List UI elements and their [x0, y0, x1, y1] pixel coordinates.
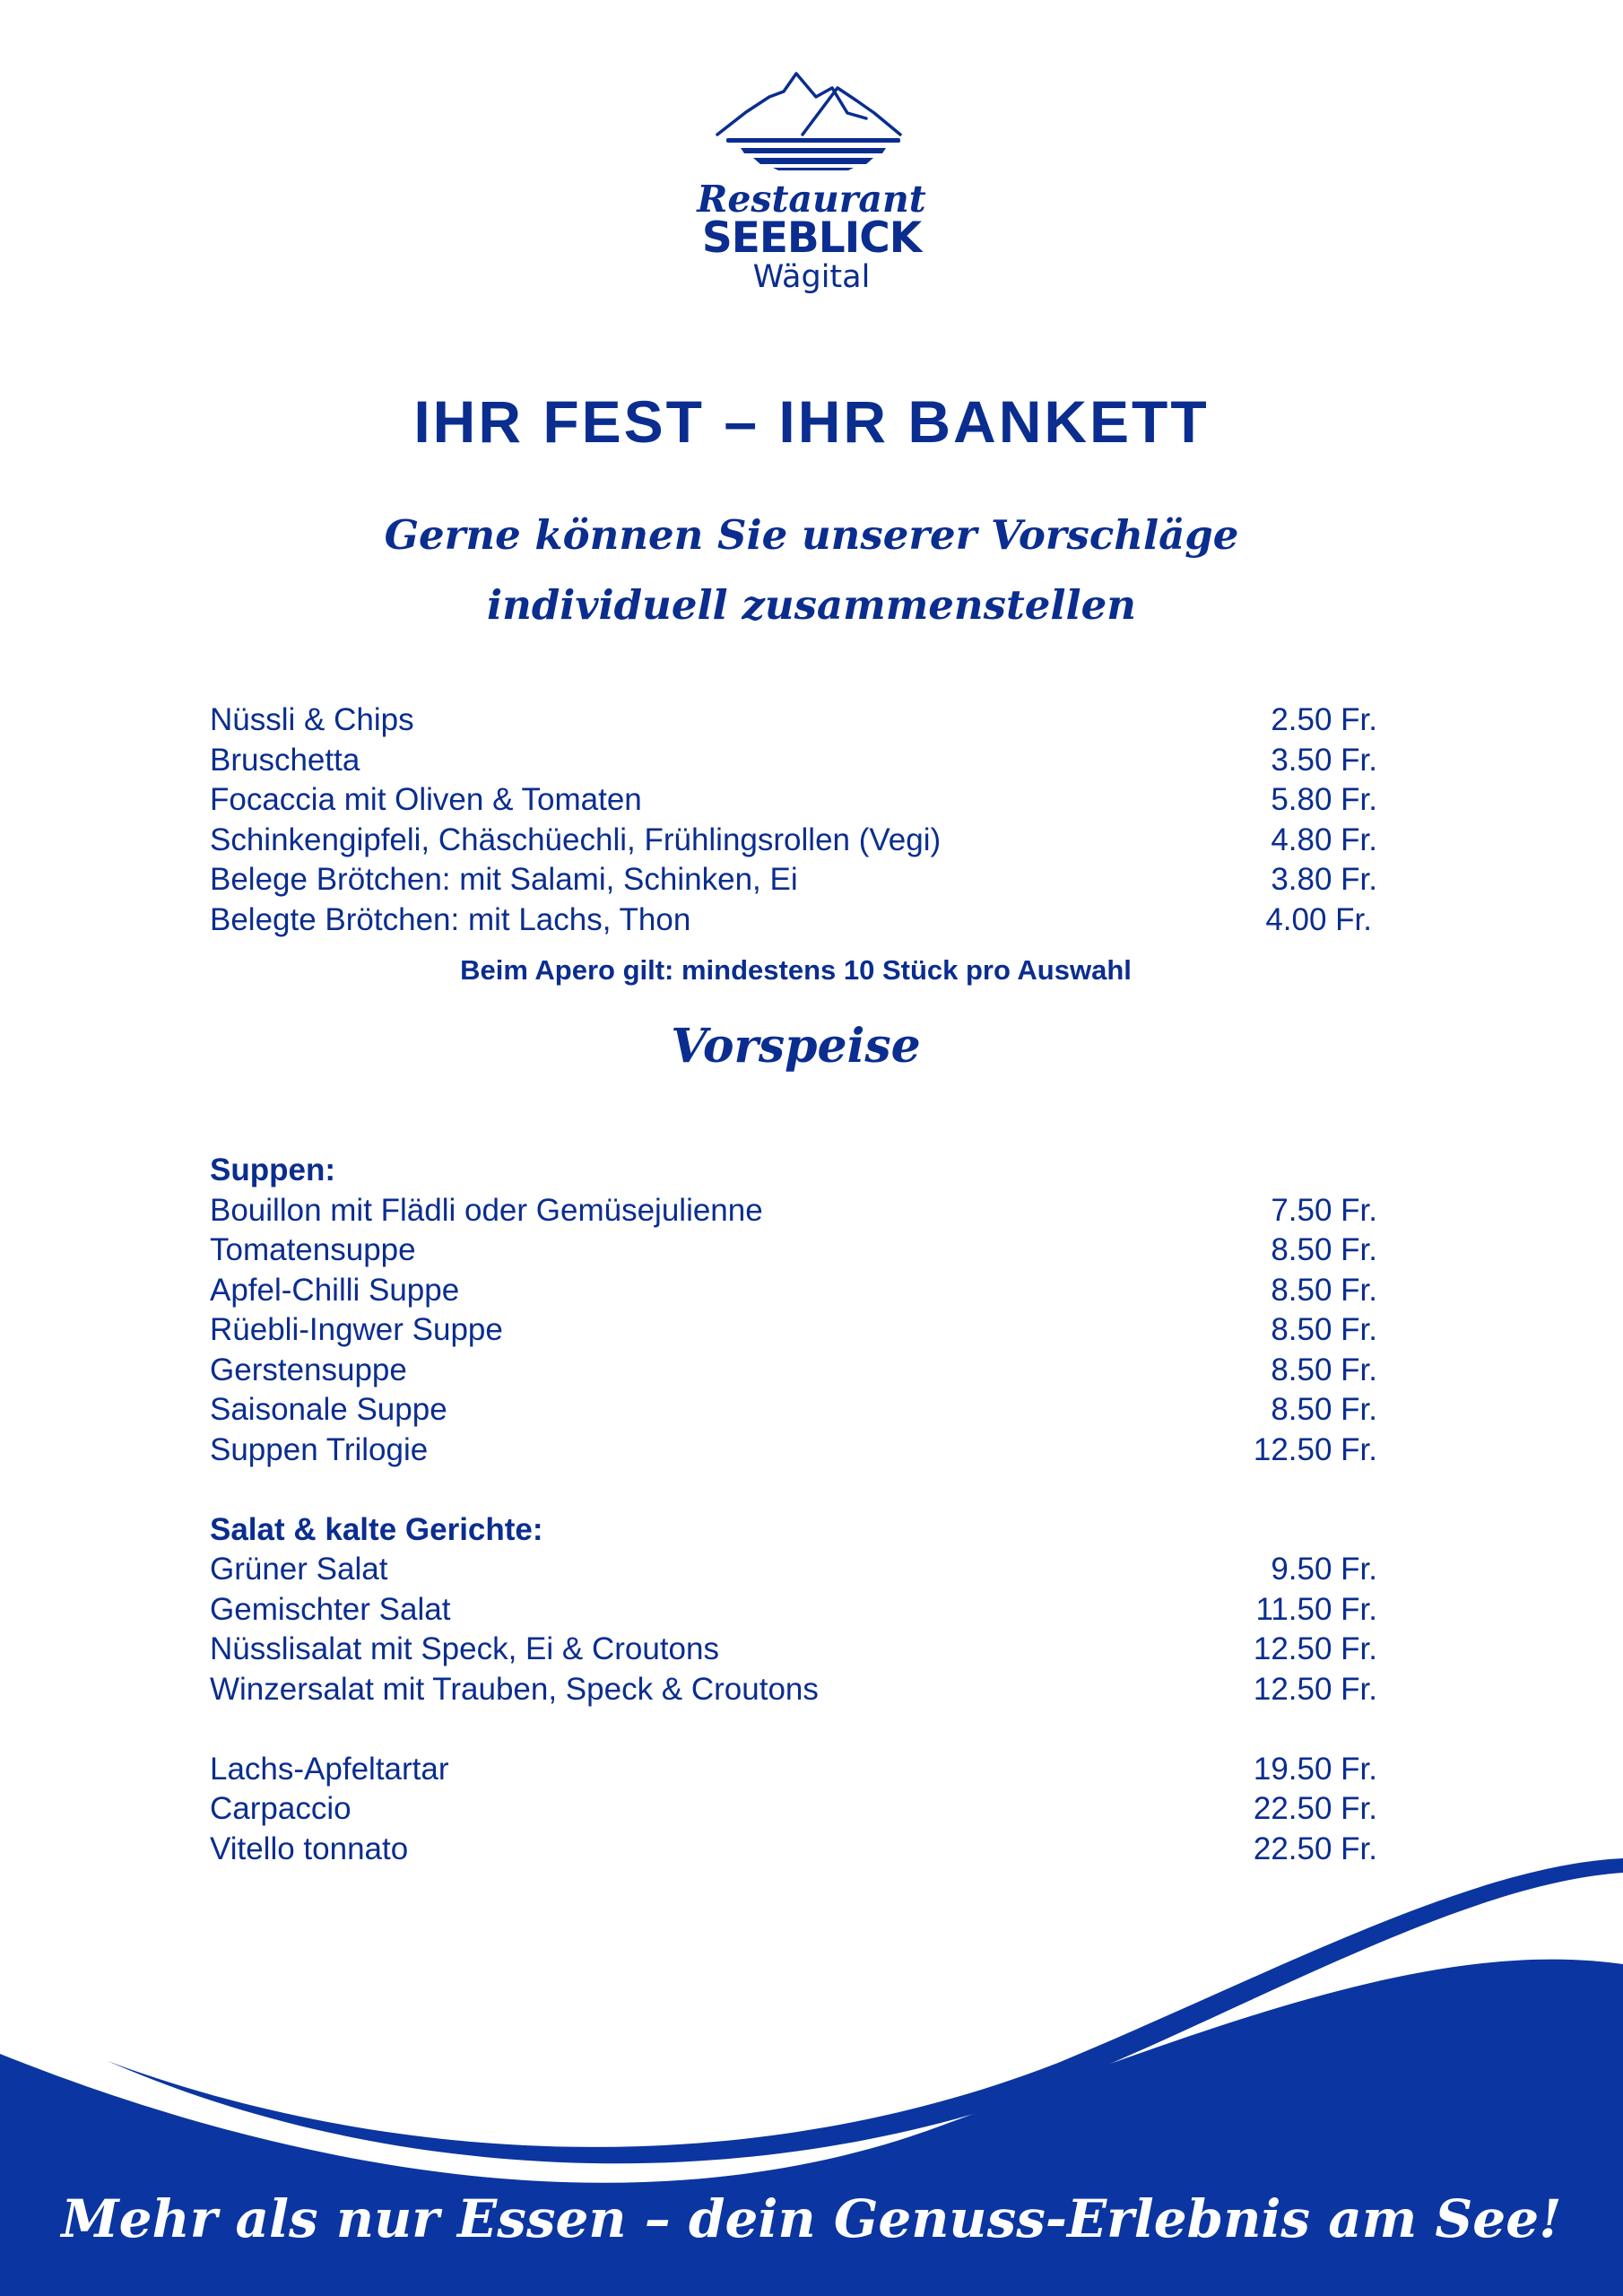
menu-item-name: Nüsslisalat mit Speck, Ei & Croutons — [210, 1631, 719, 1666]
menu-item-name: Gerstensuppe — [210, 1352, 407, 1387]
menu-item-name: Saisonale Suppe — [210, 1392, 447, 1427]
mountain-lake-icon — [690, 63, 933, 170]
page-title: IHR FEST – IHR BANKETT — [413, 388, 1210, 455]
menu-item — [210, 780, 1377, 821]
menu-item-price: 12.50 Fr. — [1253, 1671, 1377, 1707]
menu-item-price: 8.50 Fr. — [1271, 1232, 1377, 1267]
logo-script-text: Restaurant — [697, 178, 926, 221]
menu-item — [210, 1550, 1377, 1590]
menu-item — [210, 900, 1377, 941]
menu-item-name: Gemischter Salat — [210, 1591, 451, 1627]
menu-item-name: Vitello tonnato — [210, 1831, 409, 1866]
menu-item-price: 12.50 Fr. — [1253, 1631, 1377, 1666]
restaurant-logo — [690, 63, 933, 305]
menu-item-price: 3.50 Fr. — [1271, 742, 1377, 778]
menu-item — [210, 1351, 1377, 1391]
menu-item-price: 5.80 Fr. — [1271, 782, 1377, 817]
logo-place-text: Wägital — [752, 259, 871, 295]
menu-item — [210, 1590, 1377, 1631]
menu-item — [210, 741, 1377, 781]
apero-list — [210, 700, 1377, 940]
menu-item-name: Nüssli & Chips — [210, 702, 414, 737]
menu-item-price: 12.50 Fr. — [1253, 1431, 1377, 1467]
menu-item-price: 19.50 Fr. — [1253, 1751, 1377, 1787]
apero-note: Beim Apero gilt: mindestens 10 Stück pro Auswahl — [460, 954, 1132, 986]
menu-item — [210, 860, 1377, 900]
menu-item-name: Bouillon mit Flädli oder Gemüsejulienne — [210, 1192, 763, 1228]
menu-item — [210, 1630, 1377, 1670]
menu-item-name: Lachs-Apfeltartar — [210, 1751, 449, 1787]
menu-item-price: 11.50 Fr. — [1255, 1591, 1377, 1627]
logo-name-text: SEEBLICK — [701, 213, 922, 263]
menu-item-price: 22.50 Fr. — [1253, 1791, 1377, 1826]
menu-item — [210, 1390, 1377, 1431]
salads-heading: Salat & kalte Gerichte: — [210, 1511, 543, 1547]
menu-item-name: Suppen Trilogie — [210, 1431, 429, 1467]
menu-item-name: Grüner Salat — [210, 1552, 388, 1587]
menu-item — [210, 1310, 1377, 1351]
menu-item-price: 8.50 Fr. — [1271, 1352, 1377, 1387]
menu-item-price: 9.50 Fr. — [1271, 1552, 1377, 1587]
vorspeise-list — [210, 1151, 1377, 1869]
spacer — [210, 1470, 1377, 1510]
menu-item — [210, 821, 1377, 861]
menu-item-name: Carpaccio — [210, 1791, 352, 1826]
menu-item-name: Schinkengipfeli, Chäschüechli, Frühlingsrollen (Vegi) — [210, 822, 942, 857]
menu-item-name: Winzersalat mit Trauben, Speck & Croutons — [210, 1671, 819, 1707]
subtitle-line-1: Gerne können Sie unserer Vorschläge — [384, 511, 1239, 559]
menu-item-name: Focaccia mit Oliven & Tomaten — [210, 782, 642, 817]
menu-item-price: 7.50 Fr. — [1271, 1192, 1377, 1228]
menu-item-name: Bruschetta — [210, 742, 360, 778]
menu-item-price: 8.50 Fr. — [1271, 1312, 1377, 1347]
menu-item-name: Tomatensuppe — [210, 1232, 416, 1267]
section-title-vorspeise: Vorspeise — [671, 1019, 921, 1074]
soups-heading-row — [210, 1151, 1377, 1191]
soups-heading: Suppen: — [210, 1152, 335, 1187]
menu-item — [210, 1789, 1377, 1830]
menu-item-name: Rüebli-Ingwer Suppe — [210, 1312, 503, 1347]
menu-item-price: 3.80 Fr. — [1271, 862, 1377, 897]
menu-item — [210, 700, 1377, 741]
menu-item-name: Apfel-Chilli Suppe — [210, 1272, 460, 1308]
menu-item — [210, 1271, 1377, 1311]
menu-item-price: 4.80 Fr. — [1271, 822, 1377, 857]
menu-item — [210, 1431, 1377, 1471]
spacer — [210, 1709, 1377, 1750]
menu-item-price: 8.50 Fr. — [1271, 1392, 1377, 1427]
salads-heading-row — [210, 1510, 1377, 1551]
menu-item-name: Belege Brötchen: mit Salami, Schinken, Ei — [210, 862, 798, 897]
footer-slogan: Mehr als nur Essen – dein Genuss-Erlebnis am See! — [61, 2188, 1562, 2249]
menu-item-price: 8.50 Fr. — [1271, 1272, 1377, 1308]
menu-item-price: 4.00 Fr. — [1265, 901, 1372, 937]
subtitle-line-2: individuell zusammenstellen — [487, 581, 1136, 629]
menu-item-price: 22.50 Fr. — [1253, 1831, 1377, 1866]
menu-item-name: Belegte Brötchen: mit Lachs, Thon — [210, 901, 691, 937]
menu-item — [210, 1670, 1377, 1710]
menu-item — [210, 1191, 1377, 1231]
menu-item — [210, 1750, 1377, 1790]
menu-item — [210, 1231, 1377, 1271]
menu-item-price: 2.50 Fr. — [1271, 702, 1377, 737]
